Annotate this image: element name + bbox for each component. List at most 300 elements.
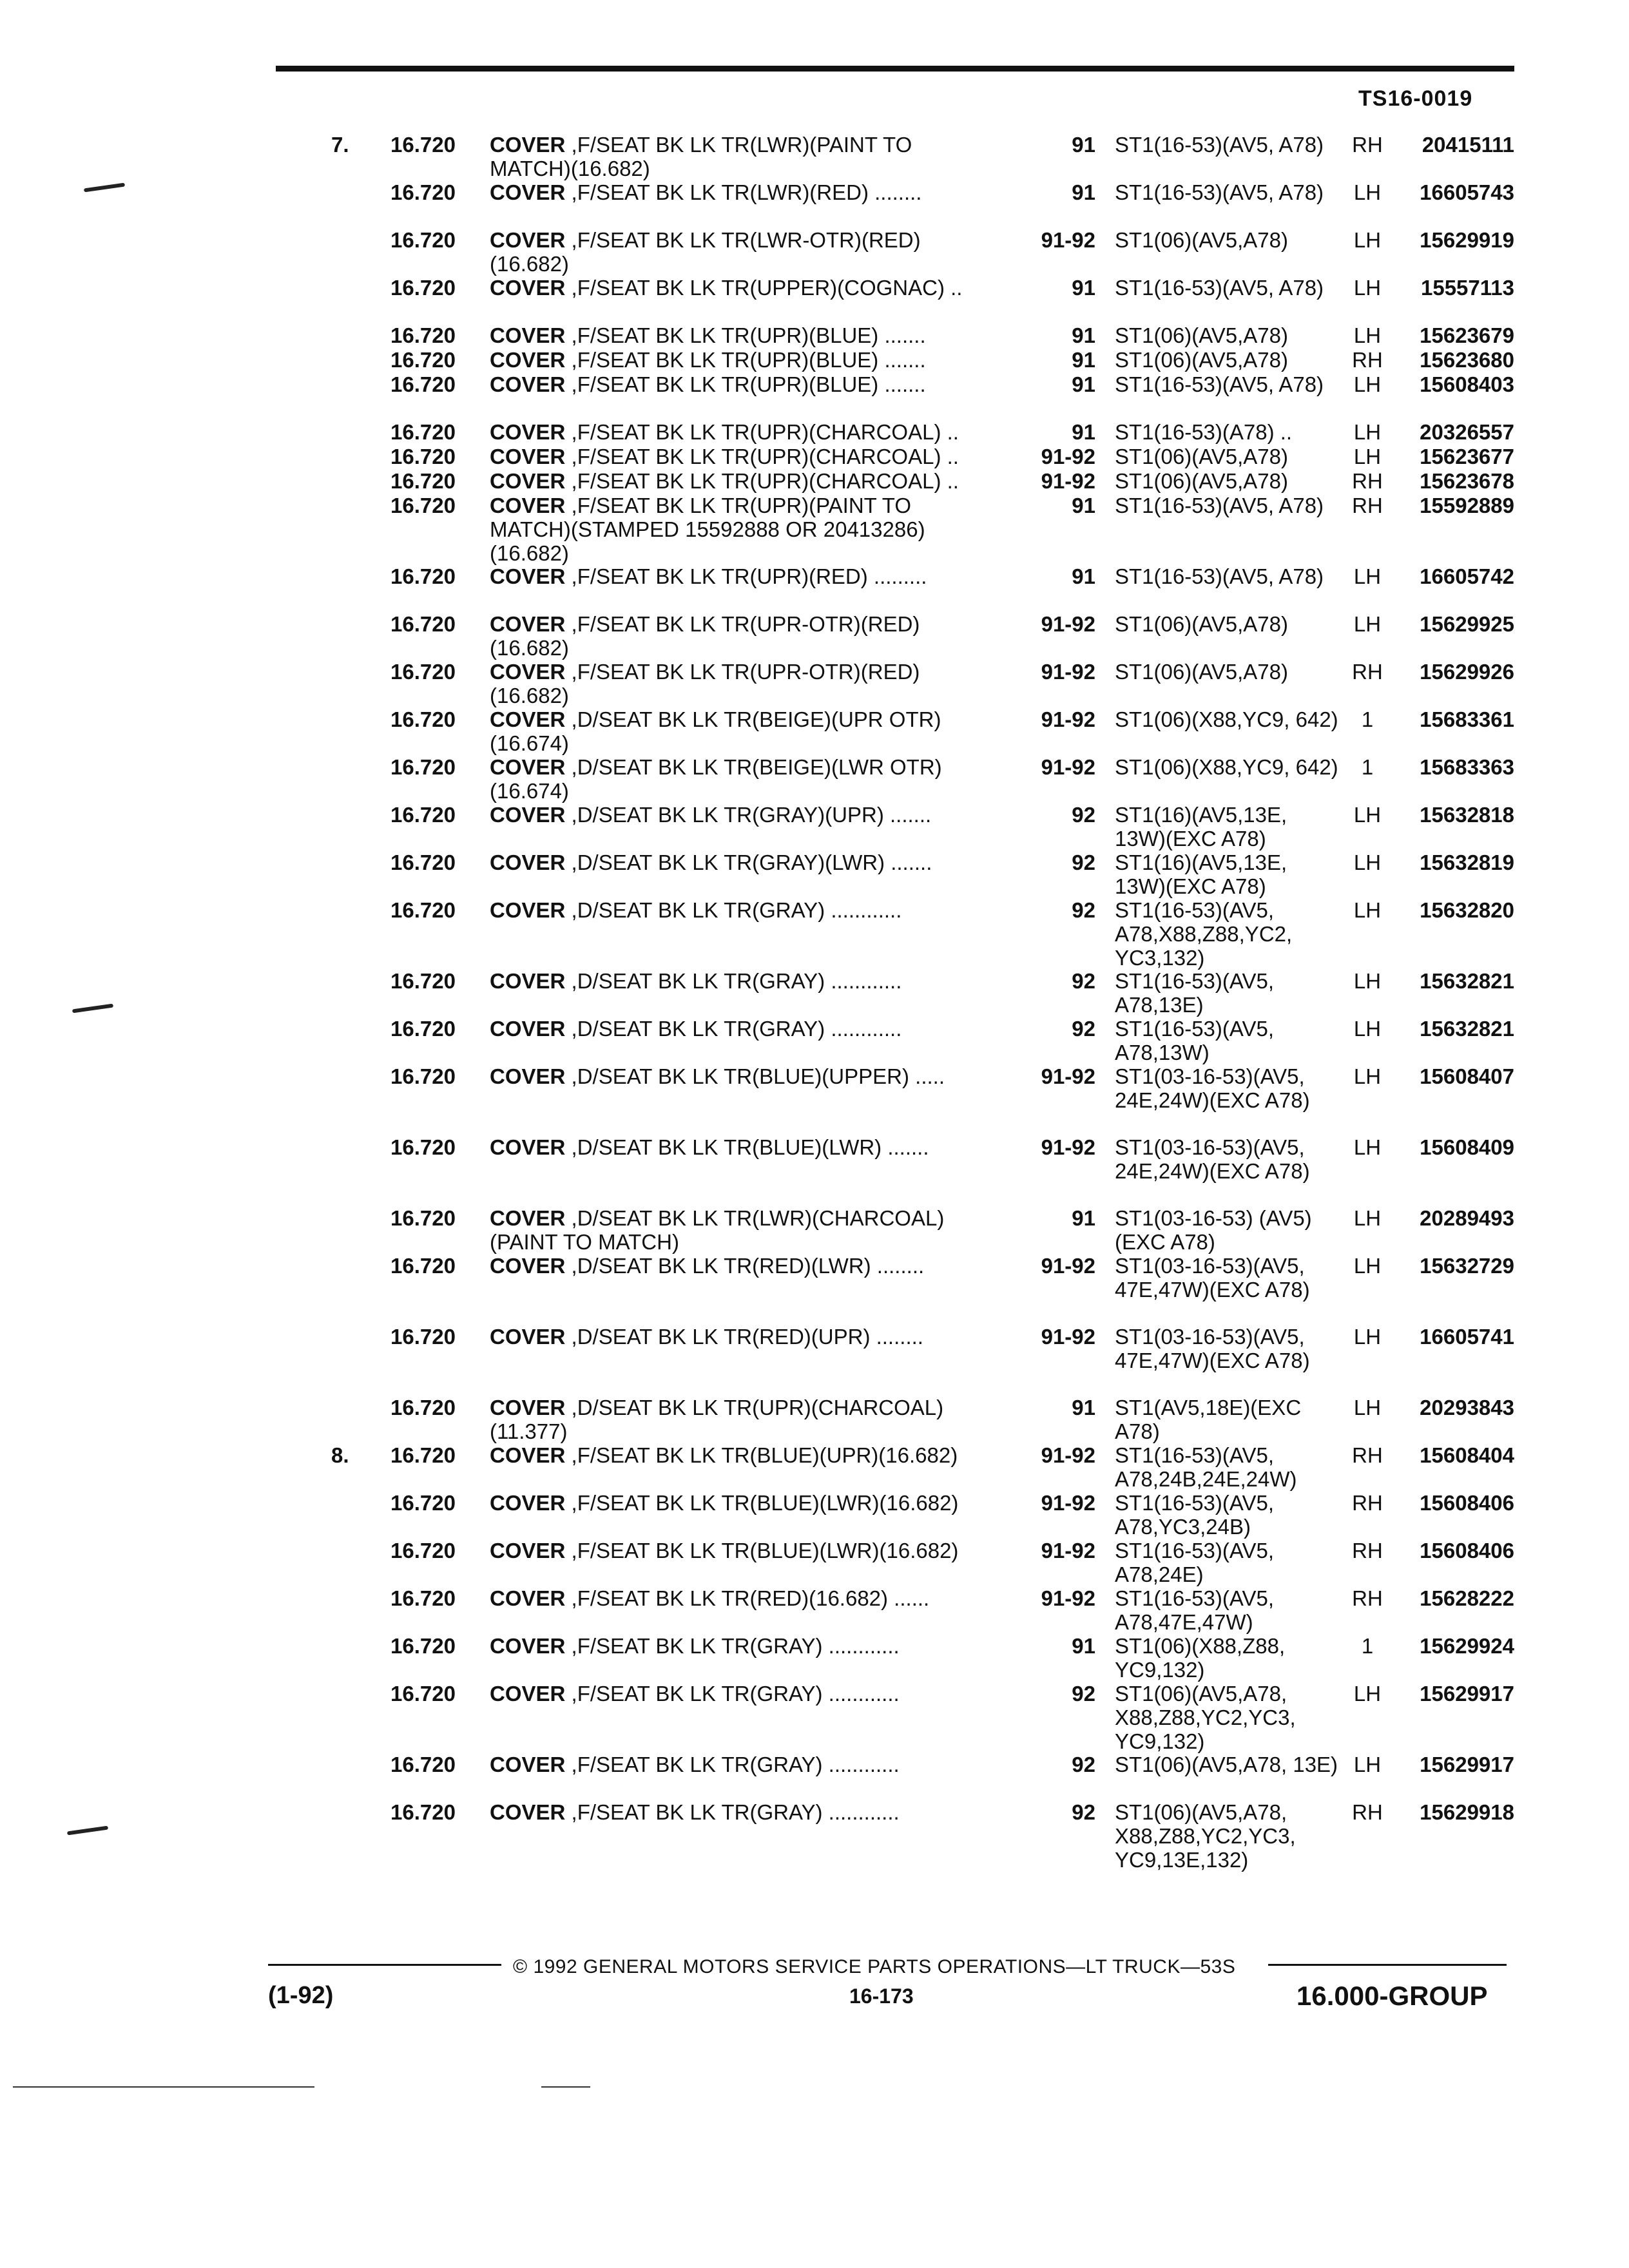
model-year: 91-92 [1041, 469, 1095, 493]
part-description [490, 372, 1025, 396]
figure-number: 16.720 [390, 372, 456, 396]
part-name: COVER [490, 1800, 566, 1824]
usage-code: ST1(06)(AV5,A78) [1115, 445, 1288, 468]
part-name: COVER [490, 469, 566, 493]
figure-number: 16.720 [390, 228, 456, 252]
part-description-detail: ,F/SEAT BK LK TR(UPR)(CHARCOAL) .. [565, 469, 959, 493]
table-row [0, 1491, 1629, 1539]
part-number: 15629925 [1420, 612, 1514, 636]
part-name: COVER [490, 564, 566, 588]
figure-number: 16.720 [390, 850, 456, 874]
model-year: 91 [1072, 276, 1095, 300]
part-description [490, 469, 1025, 493]
part-number: 15608409 [1420, 1135, 1514, 1159]
part-number: 15608403 [1420, 372, 1514, 396]
table-row [0, 276, 1629, 323]
usage-code: ST1(06)(X88,YC9, 642) [1115, 755, 1338, 779]
side-code: LH [1353, 372, 1382, 396]
table-row [0, 660, 1629, 707]
usage-code: ST1(16-53)(AV5, A78) [1115, 564, 1324, 588]
part-description-detail: ,F/SEAT BK LK TR(GRAY) ............ [565, 1634, 900, 1658]
side-code: RH [1352, 1491, 1383, 1515]
model-year: 91-92 [1041, 755, 1095, 779]
figure-number: 16.720 [390, 564, 456, 588]
usage-code: ST1(03-16-53) (AV5)(EXC A78) [1115, 1206, 1312, 1254]
side-code: LH [1353, 1753, 1382, 1776]
part-description [490, 1017, 1025, 1041]
model-year: 91 [1072, 494, 1095, 517]
part-name: COVER [490, 1396, 566, 1419]
usage-code: ST1(16-53)(AV5, A78) [1115, 180, 1324, 204]
figure-number: 16.720 [390, 1753, 456, 1776]
table-row [0, 1396, 1629, 1443]
side-code: 1 [1361, 707, 1374, 731]
part-name: COVER [490, 1254, 566, 1278]
page-number: 16-173 [849, 1984, 914, 2008]
part-description [490, 1682, 1025, 1706]
figure-number: 16.720 [390, 898, 456, 922]
figure-number: 16.720 [390, 707, 456, 731]
part-description-detail: ,F/SEAT BK LK TR(UPR)(BLUE) ....... [565, 348, 926, 372]
model-year: 91 [1072, 372, 1095, 396]
side-code: RH [1352, 348, 1383, 372]
part-name: COVER [490, 1539, 566, 1562]
part-description-detail: ,F/SEAT BK LK TR(UPR)(PAINT TO MATCH)(STAMPED 15592888 OR 20413286) (16.682) [490, 494, 925, 565]
part-number: 15592889 [1420, 494, 1514, 517]
model-year: 91-92 [1041, 1443, 1095, 1467]
side-code: LH [1353, 1135, 1382, 1159]
table-row [0, 850, 1629, 898]
usage-code: ST1(16-53)(AV5, A78,24E) [1115, 1539, 1274, 1586]
scan-artifact-line [13, 2086, 314, 2088]
usage-code: ST1(06)(AV5,A78) [1115, 660, 1288, 684]
side-code: LH [1353, 420, 1382, 444]
part-description [490, 803, 1025, 827]
part-description [490, 1135, 1025, 1159]
figure-number: 16.720 [390, 420, 456, 444]
part-name: COVER [490, 323, 566, 347]
table-row [0, 898, 1629, 970]
table-row [0, 372, 1629, 420]
usage-code: ST1(16-53)(AV5, A78) [1115, 372, 1324, 396]
part-description-detail: ,D/SEAT BK LK TR(UPR)(CHARCOAL) (11.377) [490, 1396, 944, 1443]
side-code: LH [1353, 1064, 1382, 1088]
figure-number: 16.720 [390, 348, 456, 372]
part-number: 20326557 [1420, 420, 1514, 444]
part-description-detail: ,D/SEAT BK LK TR(GRAY)(UPR) ....... [565, 803, 932, 827]
part-number: 16605743 [1420, 180, 1514, 204]
part-description-detail: ,F/SEAT BK LK TR(BLUE)(LWR)(16.682) [565, 1491, 959, 1515]
part-description-detail: ,F/SEAT BK LK TR(GRAY) ............ [565, 1800, 900, 1824]
figure-number: 16.720 [390, 494, 456, 517]
table-row [0, 494, 1629, 565]
item-number: 7. [331, 133, 349, 157]
footer-copyright: © 1992 GENERAL MOTORS SERVICE PARTS OPERATIONS—LT TRUCK—53S [513, 1956, 1236, 1977]
figure-number: 16.720 [390, 1135, 456, 1159]
side-code: RH [1352, 1586, 1383, 1610]
part-description-detail: ,D/SEAT BK LK TR(GRAY) ............ [565, 898, 902, 922]
table-row [0, 1135, 1629, 1183]
part-description [490, 445, 1025, 468]
usage-code: ST1(16-53)(AV5, A78) [1115, 276, 1324, 300]
side-code: LH [1353, 1325, 1382, 1349]
usage-code: ST1(16)(AV5,13E, 13W)(EXC A78) [1115, 850, 1287, 898]
part-name: COVER [490, 1017, 566, 1041]
part-number: 15629917 [1420, 1682, 1514, 1706]
model-year: 91 [1072, 564, 1095, 588]
usage-code: ST1(06)(X88,YC9, 642) [1115, 707, 1338, 731]
part-description-detail: ,D/SEAT BK LK TR(GRAY) ............ [565, 969, 902, 993]
figure-number: 16.720 [390, 1586, 456, 1610]
part-description [490, 1396, 1025, 1443]
model-year: 92 [1072, 1800, 1095, 1824]
part-name: COVER [490, 1634, 566, 1658]
part-number: 15608404 [1420, 1443, 1514, 1467]
part-description [490, 276, 1025, 300]
model-year: 91 [1072, 348, 1095, 372]
part-number: 15623678 [1420, 469, 1514, 493]
model-year: 91-92 [1041, 1586, 1095, 1610]
table-row [0, 1539, 1629, 1586]
part-description [490, 1800, 1025, 1824]
table-row [0, 1634, 1629, 1682]
usage-code: ST1(03-16-53)(AV5, 24E,24W)(EXC A78) [1115, 1135, 1310, 1183]
model-year: 91 [1072, 1634, 1095, 1658]
part-description-detail: ,F/SEAT BK LK TR(LWR-OTR)(RED) (16.682) [490, 228, 921, 276]
side-code: LH [1353, 1206, 1382, 1230]
table-row [0, 755, 1629, 803]
part-description [490, 850, 1025, 874]
model-year: 91-92 [1041, 660, 1095, 684]
figure-number: 16.720 [390, 803, 456, 827]
figure-number: 16.720 [390, 180, 456, 204]
side-code: LH [1353, 323, 1382, 347]
side-code: LH [1353, 564, 1382, 588]
part-description [490, 612, 1025, 660]
usage-code: ST1(06)(AV5,A78, 13E) [1115, 1753, 1338, 1776]
part-description [490, 1325, 1025, 1349]
part-name: COVER [490, 803, 566, 827]
model-year: 91-92 [1041, 707, 1095, 731]
part-description [490, 323, 1025, 347]
side-code: LH [1353, 1682, 1382, 1706]
part-number: 15628222 [1420, 1586, 1514, 1610]
part-description [490, 348, 1025, 372]
table-row [0, 1586, 1629, 1634]
usage-code: ST1(06)(AV5,A78, X88,Z88,YC2,YC3, YC9,13E,132) [1115, 1800, 1296, 1872]
model-year: 91-92 [1041, 228, 1095, 252]
part-description [490, 228, 1025, 276]
part-name: COVER [490, 755, 566, 779]
scan-artifact-line [541, 2086, 590, 2088]
part-description-detail: ,D/SEAT BK LK TR(RED)(LWR) ........ [565, 1254, 925, 1278]
model-year: 92 [1072, 1682, 1095, 1706]
part-description [490, 707, 1025, 755]
part-description-detail: ,F/SEAT BK LK TR(BLUE)(LWR)(16.682) [565, 1539, 959, 1562]
model-year: 91-92 [1041, 1539, 1095, 1562]
part-name: COVER [490, 969, 566, 993]
table-row [0, 1064, 1629, 1112]
usage-code: ST1(03-16-53)(AV5, 47E,47W)(EXC A78) [1115, 1325, 1310, 1372]
figure-number: 16.720 [390, 612, 456, 636]
part-description [490, 1539, 1025, 1562]
model-year: 91-92 [1041, 1491, 1095, 1515]
usage-code: ST1(AV5,18E)(EXC A78) [1115, 1396, 1302, 1443]
usage-code: ST1(16-53)(AV5, A78,24B,24E,24W) [1115, 1443, 1297, 1491]
top-rule [276, 66, 1514, 72]
table-row [0, 1254, 1629, 1302]
part-number: 15623677 [1420, 445, 1514, 468]
model-year: 91-92 [1041, 1064, 1095, 1088]
side-code: LH [1353, 850, 1382, 874]
table-row [0, 180, 1629, 228]
model-year: 91 [1072, 1396, 1095, 1419]
figure-number: 16.720 [390, 1539, 456, 1562]
part-description-detail: ,D/SEAT BK LK TR(BEIGE)(UPR OTR) (16.674) [490, 707, 941, 755]
part-description-detail: ,F/SEAT BK LK TR(UPR)(CHARCOAL) .. [565, 420, 959, 444]
table-row [0, 1800, 1629, 1872]
part-description [490, 133, 1025, 180]
side-code: LH [1353, 1017, 1382, 1041]
part-number: 20289493 [1420, 1206, 1514, 1230]
part-description [490, 755, 1025, 803]
figure-number: 16.720 [390, 1325, 456, 1349]
part-name: COVER [490, 1325, 566, 1349]
part-description-detail: ,D/SEAT BK LK TR(GRAY) ............ [565, 1017, 902, 1041]
part-description-detail: ,D/SEAT BK LK TR(BLUE)(LWR) ....... [565, 1135, 929, 1159]
figure-number: 16.720 [390, 755, 456, 779]
side-code: RH [1352, 1539, 1383, 1562]
side-code: LH [1353, 1396, 1382, 1419]
part-number: 15683361 [1420, 707, 1514, 731]
table-row [0, 1753, 1629, 1800]
usage-code: ST1(16)(AV5,13E, 13W)(EXC A78) [1115, 803, 1287, 850]
part-description-detail: ,D/SEAT BK LK TR(RED)(UPR) ........ [565, 1325, 923, 1349]
side-code: LH [1353, 612, 1382, 636]
part-name: COVER [490, 898, 566, 922]
usage-code: ST1(16-53)(AV5, A78) [1115, 494, 1324, 517]
document-code: TS16-0019 [1358, 86, 1473, 111]
part-description-detail: ,F/SEAT BK LK TR(GRAY) ............ [565, 1682, 900, 1706]
figure-number: 16.720 [390, 1682, 456, 1706]
part-description-detail: ,F/SEAT BK LK TR(UPR)(RED) ......... [565, 564, 927, 588]
model-year: 91 [1072, 1206, 1095, 1230]
part-name: COVER [490, 660, 566, 684]
part-number: 16605741 [1420, 1325, 1514, 1349]
figure-number: 16.720 [390, 1443, 456, 1467]
part-name: COVER [490, 1206, 566, 1230]
table-row [0, 564, 1629, 612]
part-description-detail: ,F/SEAT BK LK TR(UPR)(CHARCOAL) .. [565, 445, 959, 468]
figure-number: 16.720 [390, 1017, 456, 1041]
model-year: 92 [1072, 898, 1095, 922]
usage-code: ST1(06)(AV5,A78, X88,Z88,YC2,YC3, YC9,132) [1115, 1682, 1296, 1753]
part-number: 15629926 [1420, 660, 1514, 684]
usage-code: ST1(06)(AV5,A78) [1115, 469, 1288, 493]
usage-code: ST1(06)(AV5,A78) [1115, 323, 1288, 347]
part-name: COVER [490, 180, 566, 204]
part-number: 15557113 [1420, 276, 1514, 300]
figure-number: 16.720 [390, 1634, 456, 1658]
part-number: 15632819 [1420, 850, 1514, 874]
model-year: 91 [1072, 323, 1095, 347]
part-description [490, 494, 1025, 565]
side-code: 1 [1361, 1634, 1374, 1658]
figure-number: 16.720 [390, 660, 456, 684]
usage-code: ST1(16-53)(AV5, A78,13W) [1115, 1017, 1274, 1064]
part-description [490, 1586, 1025, 1610]
side-code: RH [1352, 660, 1383, 684]
part-description-detail: ,F/SEAT BK LK TR(UPR)(BLUE) ....... [565, 372, 926, 396]
part-description [490, 1206, 1025, 1254]
part-number: 15629924 [1420, 1634, 1514, 1658]
model-year: 91-92 [1041, 1135, 1095, 1159]
part-description-detail: ,F/SEAT BK LK TR(LWR)(PAINT TO MATCH)(16.682) [490, 133, 912, 180]
usage-code: ST1(03-16-53)(AV5, 24E,24W)(EXC A78) [1115, 1064, 1310, 1112]
figure-number: 16.720 [390, 133, 456, 157]
usage-code: ST1(16-53)(AV5, A78,47E,47W) [1115, 1586, 1274, 1634]
part-description-detail: ,D/SEAT BK LK TR(BEIGE)(LWR OTR) (16.674) [490, 755, 942, 803]
model-year: 91 [1072, 180, 1095, 204]
part-name: COVER [490, 1682, 566, 1706]
side-code: RH [1352, 494, 1383, 517]
part-description-detail: ,F/SEAT BK LK TR(UPR-OTR)(RED) (16.682) [490, 660, 920, 707]
model-year: 92 [1072, 850, 1095, 874]
part-description [490, 1064, 1025, 1088]
side-code: RH [1352, 133, 1383, 157]
part-description-detail: ,F/SEAT BK LK TR(BLUE)(UPR)(16.682) [565, 1443, 958, 1467]
part-number: 20415111 [1422, 133, 1514, 157]
part-name: COVER [490, 612, 566, 636]
part-description-detail: ,F/SEAT BK LK TR(UPPER)(COGNAC) .. [565, 276, 963, 300]
part-description [490, 1443, 1025, 1467]
part-name: COVER [490, 1586, 566, 1610]
part-description [490, 1254, 1025, 1278]
figure-number: 16.720 [390, 1800, 456, 1824]
side-code: LH [1353, 276, 1382, 300]
figure-number: 16.720 [390, 445, 456, 468]
side-code: LH [1353, 180, 1382, 204]
model-year: 91-92 [1041, 1254, 1095, 1278]
part-description-detail: ,D/SEAT BK LK TR(BLUE)(UPPER) ..... [565, 1064, 945, 1088]
model-year: 91-92 [1041, 1325, 1095, 1349]
part-number: 15632818 [1420, 803, 1514, 827]
model-year: 91 [1072, 420, 1095, 444]
part-name: COVER [490, 348, 566, 372]
part-description [490, 660, 1025, 707]
usage-code: ST1(16-53)(AV5, A78,YC3,24B) [1115, 1491, 1274, 1539]
usage-code: ST1(16-53)(AV5, A78,X88,Z88,YC2, YC3,132) [1115, 898, 1293, 970]
part-number: 15632729 [1420, 1254, 1514, 1278]
part-description-detail: ,D/SEAT BK LK TR(LWR)(CHARCOAL) (PAINT TO MATCH) [490, 1206, 945, 1254]
model-year: 91-92 [1041, 612, 1095, 636]
table-row [0, 1206, 1629, 1254]
part-description [490, 1753, 1025, 1776]
part-description-detail: ,F/SEAT BK LK TR(LWR)(RED) ........ [565, 180, 922, 204]
figure-number: 16.720 [390, 1206, 456, 1230]
usage-code: ST1(06)(AV5,A78) [1115, 348, 1288, 372]
part-description-detail: ,F/SEAT BK LK TR(UPR-OTR)(RED) (16.682) [490, 612, 920, 660]
part-name: COVER [490, 1443, 566, 1467]
usage-code: ST1(06)(AV5,A78) [1115, 228, 1288, 252]
usage-code: ST1(16-53)(A78) .. [1115, 420, 1293, 444]
figure-number: 16.720 [390, 1064, 456, 1088]
figure-number: 16.720 [390, 323, 456, 347]
part-name: COVER [490, 1491, 566, 1515]
part-name: COVER [490, 372, 566, 396]
part-description [490, 969, 1025, 993]
usage-code: ST1(06)(X88,Z88, YC9,132) [1115, 1634, 1286, 1682]
part-name: COVER [490, 707, 566, 731]
part-description-detail: ,F/SEAT BK LK TR(RED)(16.682) ...... [565, 1586, 930, 1610]
table-row [0, 1325, 1629, 1372]
table-row [0, 1682, 1629, 1753]
side-code: LH [1353, 898, 1382, 922]
part-number: 15632821 [1420, 1017, 1514, 1041]
part-name: COVER [490, 494, 566, 517]
model-year: 91 [1072, 133, 1095, 157]
side-code: RH [1352, 1443, 1383, 1467]
item-number: 8. [331, 1443, 349, 1467]
part-description [490, 180, 1025, 204]
side-code: LH [1353, 445, 1382, 468]
part-number: 15623680 [1420, 348, 1514, 372]
table-row [0, 133, 1629, 180]
part-name: COVER [490, 850, 566, 874]
side-code: LH [1353, 228, 1382, 252]
usage-code: ST1(16-53)(AV5, A78,13E) [1115, 969, 1274, 1017]
table-row [0, 612, 1629, 660]
part-number: 20293843 [1420, 1396, 1514, 1419]
side-code: LH [1353, 1254, 1382, 1278]
model-year: 92 [1072, 1753, 1095, 1776]
part-description-detail: ,F/SEAT BK LK TR(UPR)(BLUE) ....... [565, 323, 926, 347]
part-description-detail: ,F/SEAT BK LK TR(GRAY) ............ [565, 1753, 900, 1776]
part-number: 15632821 [1420, 969, 1514, 993]
figure-number: 16.720 [390, 1491, 456, 1515]
footer-date: (1-92) [268, 1982, 334, 2009]
group-label: 16.000-GROUP [1296, 1981, 1488, 2011]
model-year: 92 [1072, 1017, 1095, 1041]
part-number: 15608407 [1420, 1064, 1514, 1088]
part-name: COVER [490, 133, 566, 157]
part-number: 15608406 [1420, 1539, 1514, 1562]
part-description-detail: ,D/SEAT BK LK TR(GRAY)(LWR) ....... [565, 850, 932, 874]
footer-rule-left [268, 1964, 501, 1966]
side-code: RH [1352, 1800, 1383, 1824]
usage-code: ST1(06)(AV5,A78) [1115, 612, 1288, 636]
table-row [0, 1017, 1629, 1064]
table-row [0, 969, 1629, 1017]
part-name: COVER [490, 1135, 566, 1159]
table-row [0, 1443, 1629, 1491]
model-year: 92 [1072, 969, 1095, 993]
part-name: COVER [490, 1064, 566, 1088]
side-code: LH [1353, 969, 1382, 993]
part-name: COVER [490, 420, 566, 444]
table-row [0, 803, 1629, 850]
side-code: 1 [1361, 755, 1374, 779]
part-number: 15629917 [1420, 1753, 1514, 1776]
part-description [490, 564, 1025, 588]
part-number: 15608406 [1420, 1491, 1514, 1515]
usage-code: ST1(16-53)(AV5, A78) [1115, 133, 1324, 157]
part-name: COVER [490, 1753, 566, 1776]
part-description [490, 1634, 1025, 1658]
usage-code: ST1(03-16-53)(AV5, 47E,47W)(EXC A78) [1115, 1254, 1310, 1302]
part-number: 15632820 [1420, 898, 1514, 922]
part-description [490, 420, 1025, 444]
